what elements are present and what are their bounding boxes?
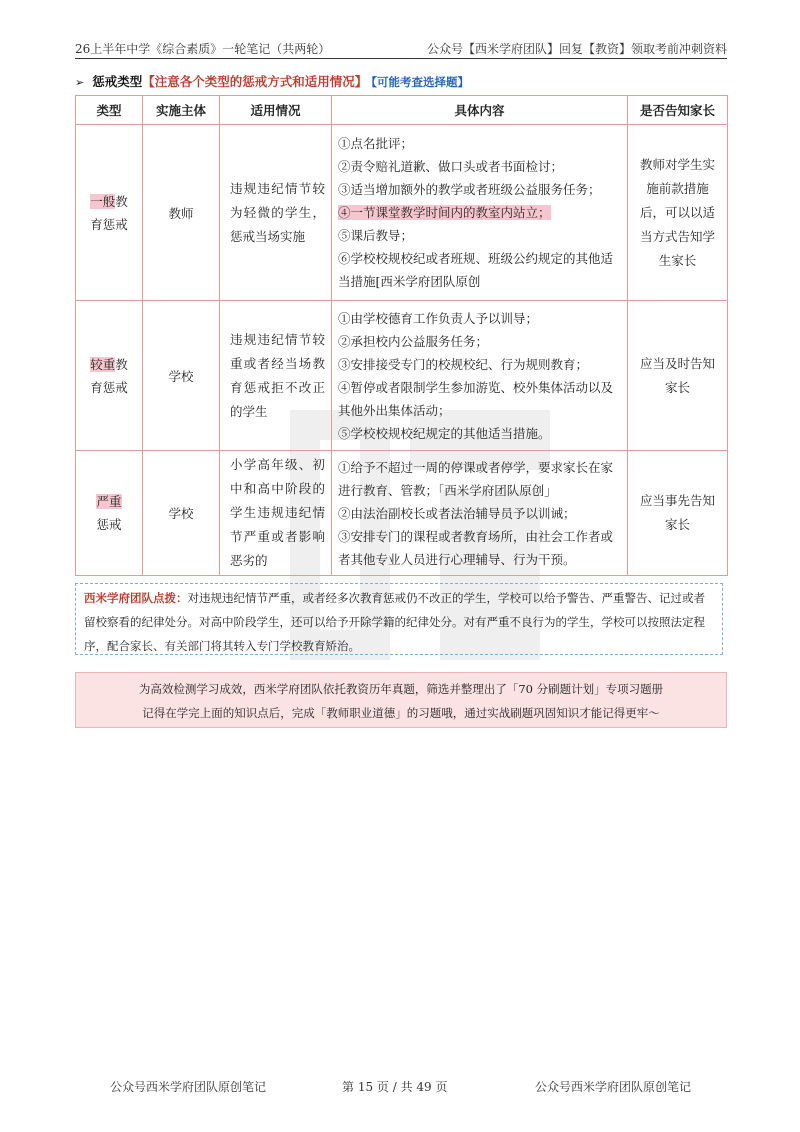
table-header-row	[76, 96, 728, 125]
content-item: ①由学校德育工作负责人予以训导；	[338, 310, 539, 326]
tip-line: 为高效检测学习成效，西米学府团队依托教资历年真题，筛选并整理出了「70 分刷题计划」专项习题册	[138, 682, 664, 696]
content-cell	[332, 451, 628, 576]
table-row	[76, 451, 728, 576]
content-item: ⑤学校校规校纪规定的其他适当措施。	[338, 425, 551, 441]
content-item: ③适当增加额外的教学或者班级公益服务任务；	[338, 182, 601, 197]
section-red-note: 【注意各个类型的惩戒方式和适用情况】	[142, 74, 368, 89]
subject-cell: 教师	[143, 125, 220, 301]
content-item	[338, 201, 621, 224]
practice-tip-box	[75, 672, 727, 728]
content-item: ⑥学校校规校纪或者班规、班级公约规定的其他适当措施[西米学府团队原创	[338, 251, 614, 289]
content-item: ②责令赔礼道歉、做口头或者书面检讨；	[338, 159, 564, 174]
section-heading: 惩戒类型	[92, 74, 143, 89]
content-cell	[332, 301, 628, 451]
table-row	[76, 125, 728, 301]
type-cell	[76, 125, 143, 301]
header-right-text: 公众号【西米学府团队】回复【教资】领取考前冲刺资料	[426, 42, 727, 56]
footer-right-text: 公众号西米学府团队原创笔记	[535, 1080, 692, 1094]
header-subject: 实施主体	[143, 96, 220, 125]
type-highlight: 较重	[90, 356, 116, 372]
tip-line: 记得在学完上面的知识点后，完成「教师职业道德」的习题哦，通过实战刷题巩固知识才能记得更牢～	[142, 706, 660, 720]
section-title	[75, 72, 469, 90]
subject-cell: 学校	[143, 301, 220, 451]
table-row	[76, 301, 728, 451]
type-cell	[76, 301, 143, 451]
type-highlight: 一般	[90, 193, 116, 209]
note-label: 西米学府团队点拨：	[84, 591, 188, 605]
content-item: ③安排接受专门的校规校纪、行为规则教育；	[338, 356, 589, 372]
header-applicable: 适用情况	[220, 96, 332, 125]
parent-cell: 应当及时告知家长	[628, 301, 728, 451]
arrow-bullet-icon: ➢	[75, 76, 85, 89]
content-item: ②承担校内公益服务任务；	[338, 333, 489, 349]
type-highlight: 严重	[96, 494, 122, 509]
content-highlight: ④一节课堂教学时间内的教室内站立；	[338, 205, 551, 220]
discipline-table	[75, 95, 728, 576]
applicable-cell: 违规违纪情节较重或者经当场教育惩戒拒不改正的学生	[220, 301, 332, 451]
content-item: ⑤课后教导；	[338, 228, 414, 243]
content-item: ④暂停或者限制学生参加游览、校外集体活动以及其他外出集体活动；	[338, 379, 614, 418]
type-rest: 惩戒	[96, 517, 122, 532]
section-blue-note: 【可能考查选择题】	[371, 75, 469, 89]
type-cell	[76, 451, 143, 576]
subject-cell: 学校	[143, 451, 220, 576]
footer-left-text: 公众号西米学府团队原创笔记	[110, 1080, 267, 1094]
content-item: ②由法治副校长或者法治辅导员予以训诫；	[338, 505, 576, 521]
header-content: 具体内容	[332, 96, 628, 125]
page-header	[75, 38, 727, 59]
content-item: ③安排专门的课程或者教育场所，由社会工作者或者其他专业人员进行心理辅导、行为干预。	[338, 528, 614, 567]
parent-cell: 应当事先告知家长	[628, 451, 728, 576]
header-parent: 是否告知家长	[628, 96, 728, 125]
type-rest: 教育惩戒	[90, 356, 128, 395]
header-left-text: 26上半年中学《综合素质》一轮笔记（共两轮）	[75, 42, 331, 56]
content-item: ①点名批评；	[338, 136, 414, 151]
note-text: 对违规违纪情节严重，或者经多次教育惩戒仍不改正的学生，学校可以给予警告、严重警告、记过或者留校察看的纪律处分。对高中阶段学生，还可以给予开除学籍的纪律处分。对有严重不良行为的学生，学校可以按照法定程序，配合家长、有关部门将其转入专门学校教育矫治。	[84, 591, 705, 653]
content-cell	[332, 125, 628, 301]
applicable-cell: 小学高年级、初中和高中阶段的学生违规违纪情节严重或者影响恶劣的	[220, 451, 332, 576]
page-number: 第 15 页 / 共 49 页	[342, 1080, 448, 1094]
header-type: 类型	[76, 96, 143, 125]
content-item: ①给予不超过一周的停课或者停学，要求家长在家进行教育、管教；「西米学府团队原创」	[338, 459, 614, 498]
type-rest: 教育惩戒	[90, 193, 128, 232]
applicable-cell: 违规违纪情节较为轻微的学生，惩戒当场实施	[220, 125, 332, 301]
tip-note-box	[75, 583, 723, 655]
parent-cell: 教师对学生实施前款措施后，可以以适当方式告知学生家长	[628, 125, 728, 301]
